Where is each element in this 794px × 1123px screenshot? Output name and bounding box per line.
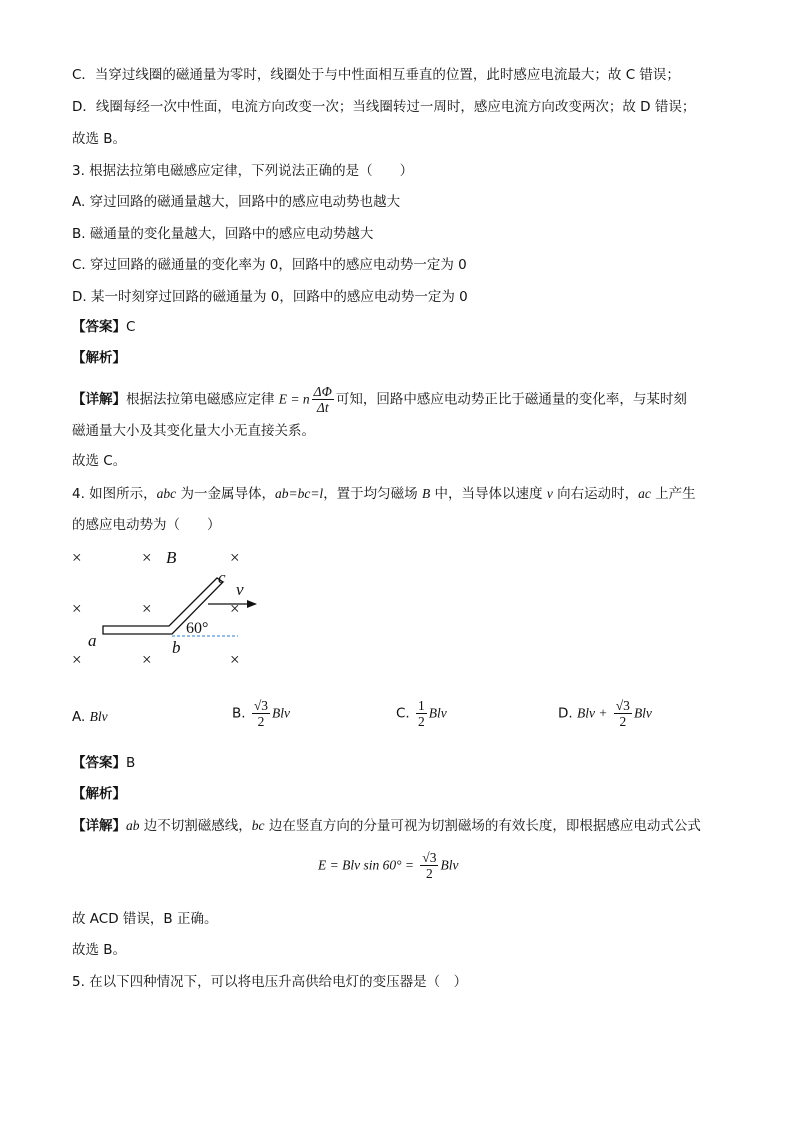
q3-detail-line-2: 磁通量大小及其变化量大小无直接关系。 <box>72 423 315 439</box>
label-a: a <box>88 631 97 650</box>
previous-answer-choice: 故选 B。 <box>72 131 127 147</box>
cross-mark: × <box>142 548 152 567</box>
faraday-formula-lhs: E = n <box>278 391 310 407</box>
answer-value: B <box>126 755 136 771</box>
option-c-explanation: C．当穿过线圈的磁通量为零时，线圈处于与中性面相互垂直的位置，此时感应电流最大；故 C 错误； <box>72 67 680 83</box>
cross-mark: × <box>142 650 152 669</box>
question-5-stem: 5. 在以下四种情况下，可以将电压升高供给电灯的变压器是（ ） <box>72 974 468 990</box>
q3-analysis-tag: 【解析】 <box>72 350 126 366</box>
fraction: $\frac{1}{2}$ <box>418 698 425 729</box>
angle-label: 60° <box>186 620 209 637</box>
fraction: $\frac{√3}{2}$ <box>253 698 269 729</box>
q4-option-a: A. Blv <box>72 709 108 725</box>
detail-tag: 【详解】 <box>72 818 126 834</box>
label-b: b <box>172 638 181 657</box>
faraday-formula-fraction: $\frac{\Delta\Phi}{\Delta t}$ <box>313 384 332 415</box>
cross-mark: × <box>72 599 82 618</box>
cross-mark: × <box>230 548 240 567</box>
option-d-explanation: D．线圈每经一次中性面，电流方向改变一次；当线圈转过一周时，感应电流方向改变两次；故 D 错误； <box>72 99 696 115</box>
label-c: c <box>218 568 226 587</box>
answer-tag: 【答案】 <box>72 755 126 771</box>
cross-mark: × <box>72 650 82 669</box>
q4-option-d: D. Blv + $\frac{√3}{2}$ Blv <box>558 698 652 729</box>
question-3-stem: 3. 根据法拉第电磁感应定律，下列说法正确的是（ ） <box>72 163 414 179</box>
cross-mark: × <box>72 548 82 567</box>
emf-equation: E = Blv sin 60° = $\frac{√3}{2}$ Blv <box>318 850 459 881</box>
q3-answer <box>72 318 135 336</box>
label-v: v <box>236 580 244 599</box>
question-4-stem-line-2: 的感应电动势为（ ） <box>72 517 221 533</box>
answer-value: C <box>126 319 136 335</box>
cross-mark: × <box>230 650 240 669</box>
q4-analysis-tag: 【解析】 <box>72 786 126 802</box>
field-label-B: B <box>166 548 177 567</box>
detail-tag: 【详解】 <box>72 391 126 408</box>
answer-tag: 【答案】 <box>72 319 126 335</box>
q4-conclusion: 故 ACD 错误，B 正确。 <box>72 911 218 927</box>
q4-answer <box>72 754 135 772</box>
q4-option-b: B. $\frac{√3}{2}$ Blv <box>232 698 291 729</box>
fraction: $\frac{√3}{2}$ <box>615 698 630 729</box>
fraction: $\frac{√3}{2}$ <box>422 850 437 881</box>
q3-option-b: B. 磁通量的变化量越大，回路中的感应电动势越大 <box>72 226 374 242</box>
q4-option-c: C. $\frac{1}{2}$ Blv <box>396 698 447 729</box>
q3-option-d: D. 某一时刻穿过回路的磁通量为 0，回路中的感应电动势一定为 0 <box>72 289 468 305</box>
q3-option-a: A. 穿过回路的磁通量越大，回路中的感应电动势也越大 <box>72 194 401 210</box>
q3-answer-choice: 故选 C。 <box>72 453 127 469</box>
question-4-stem: 4. 如图所示，abc 为一金属导体，ab=bc=l，置于均匀磁场 B 中，当导体以速度 v 向右运动时，ac 上产生 <box>72 486 696 502</box>
cross-mark: × <box>230 599 240 618</box>
velocity-arrow-head <box>247 600 257 608</box>
q3-detail-line-1: 【详解】根据法拉第电磁感应定律 E = n $\frac{\Delta\Phi}{\Delta t}$ 可知，回路中感应电动势正比于磁通量的变化率，与某时刻 <box>72 384 687 415</box>
q4-detail-line-1: 【详解】ab 边不切割磁感线，bc 边在竖直方向的分量可视为切割磁场的有效长度，即根据感应电动式公式 <box>72 818 701 834</box>
cross-mark: × <box>142 599 152 618</box>
q3-option-c: C. 穿过回路的磁通量的变化率为 0，回路中的感应电动势一定为 0 <box>72 257 467 273</box>
magnetic-field-figure <box>60 540 280 675</box>
q4-answer-choice: 故选 B。 <box>72 942 127 958</box>
